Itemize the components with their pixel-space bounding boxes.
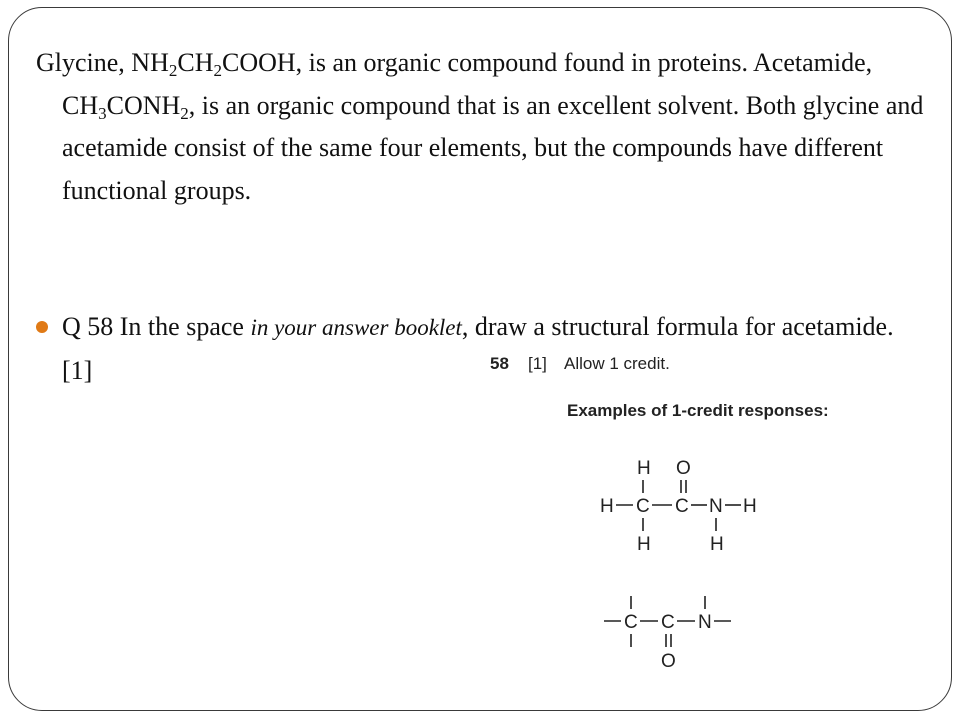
- structure-1-full-formula: [600, 452, 770, 556]
- s1-atom-h-bottom-right: H: [710, 534, 724, 555]
- s2-atom-c2: C: [661, 612, 675, 633]
- answer-key-credit-text: Allow 1 credit.: [564, 354, 670, 373]
- intro-paragraph: [36, 42, 942, 212]
- intro-text-2: CH: [177, 48, 214, 77]
- examples-heading: Examples of 1-credit responses:: [567, 401, 829, 420]
- intro-subscript-1: 2: [168, 61, 178, 80]
- structure-2-condensed-formula: [600, 594, 760, 672]
- s1-atom-c1: C: [636, 496, 650, 517]
- answer-key-header: [490, 354, 670, 374]
- answer-key-number: 58: [490, 354, 509, 373]
- s1-atom-c2: C: [675, 496, 689, 517]
- s1-atom-h-right: H: [743, 496, 757, 517]
- answer-key-image: [490, 354, 870, 684]
- s2-atom-o: O: [661, 651, 676, 672]
- intro-subscript-3: 3: [98, 103, 107, 123]
- s1-atom-h-left: H: [600, 496, 614, 517]
- question-text-italic: in your answer booklet: [250, 315, 462, 340]
- s2-atom-c1: C: [624, 612, 638, 633]
- intro-subscript-4: 2: [180, 103, 189, 123]
- question-text-post: , draw a structural formula for acetamide. [1]: [62, 312, 894, 385]
- s1-atom-h-top: H: [637, 458, 651, 479]
- answer-key-credit-tag: [1]: [528, 354, 547, 373]
- s1-atom-n: N: [709, 496, 723, 517]
- bullet-dot-icon: [36, 321, 48, 333]
- intro-subscript-2: 2: [213, 61, 222, 80]
- s1-atom-h-bottom-left: H: [637, 534, 651, 555]
- question-text-pre: Q 58 In the space: [62, 312, 251, 341]
- s2-atom-n: N: [698, 612, 712, 633]
- intro-text-5: , is an organic compound that is an excellent solvent. Both glycine and acetamide consist of the same four elements, but the compounds have different functional groups.: [62, 90, 924, 205]
- intro-text-4: CONH: [106, 90, 181, 120]
- s1-atom-o: O: [676, 458, 691, 479]
- intro-text-1: Glycine, NH: [36, 48, 169, 77]
- intro-text-3: COOH, is an organic compound found in proteins. Acetamide, CH: [62, 48, 873, 120]
